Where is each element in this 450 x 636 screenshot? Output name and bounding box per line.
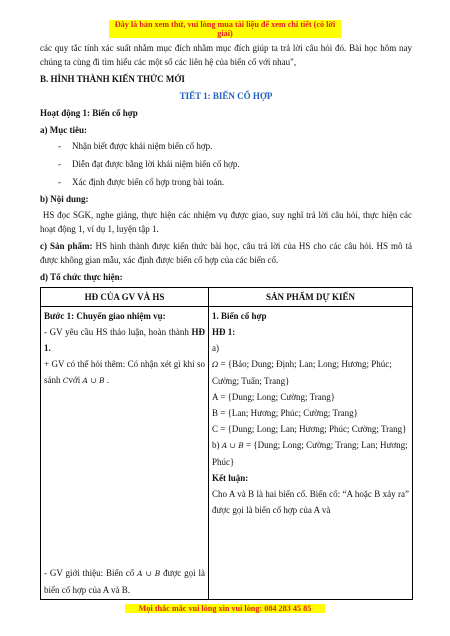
intro-paragraph: các quy tắc tính xác suất nhằm mục đích nhằm mục đích giúp ta trả lời câu hỏi đó. Bài học hôm nay chúng ta cùng đi tìm hiểu các một số các liên hệ của biến cố với nhau", [40,43,412,67]
activity-title: Hoạt động 1: Biến cố hợp [40,108,138,118]
task-ref: HĐ 1. [44,327,206,353]
conclusion-label: Kết luận: [212,473,249,483]
set-b: B = {Lan; Hương; Phúc; Cường; Trang} [212,408,358,418]
introduction-text [44,565,205,598]
math-union: A ∪ B [221,441,244,450]
content-text [40,208,412,236]
math-c: C [62,376,69,385]
set-a: A = {Dung; Long; Cường; Trang} [212,392,336,402]
introduction-text-c: được gọi là biến cố hợp của A và B. [44,568,205,595]
list-item: - Diễn đạt được bằng lời khái niệm biến cố hợp. [40,157,412,171]
set-c: C = {Dung; Long; Lan; Hương; Phúc; Cường; Trang} [212,424,407,434]
list-item: - Nhận biết được khái niệm biến cố hợp. [40,139,412,153]
product-text: HS hình thành được kiến thức bài học, câu trả lời của HS cho các câu hỏi. HS mô tả được không gian mẫu, xác định được biến cố hợp của các biến cố. [40,241,413,265]
objective-list [40,139,412,189]
objective-label: a) Mục tiêu: [40,125,87,135]
extra-question [44,356,205,389]
math-union: A ∪ B [137,569,161,578]
list-item: - Xác định được biến cố hợp trong bài toán. [40,175,412,189]
table-header-activity: HĐ CỦA GV VÀ HS [41,288,209,307]
part-b [212,437,409,470]
math-union: A ∪ B [82,376,105,385]
task-text [44,324,205,356]
part-a: a) [212,343,219,353]
preview-banner: Đây là bản xem thử, vui lòng mua tài liệu để xem chi tiết (có lời giải) [109,20,341,38]
omega-symbol: Ω [212,360,219,369]
step-label: Bước 1: Chuyển giao nhiệm vụ: [44,311,166,321]
introduction-text-a: - GV giới thiệu: Biến cố [44,568,135,578]
lesson-table [40,287,413,600]
activity-ref: HĐ 1: [212,327,236,337]
document-body [40,41,412,600]
union-set: = {Dung; Long; Cường; Trang; Lan; Hương; Phúc} [212,440,408,467]
extra-question-end: . [106,375,109,385]
extra-question-with: với [68,375,81,385]
contact-banner: Mọi thắc mắc vui lòng xin vui lòng: 084 283 45 85 [125,604,325,613]
sample-space [212,356,409,389]
lesson-title: TIẾT 1: BIẾN CỐ HỢP [179,91,273,101]
section-heading: B. HÌNH THÀNH KIẾN THỨC MỚI [40,74,185,84]
sample-space-set: = {Bảo; Dung; Định; Lan; Long; Hương; Phúc; Cường; Tuấn; Trang} [212,359,392,386]
product-paragraph [40,239,412,267]
product-heading: 1. Biến cố hợp [212,311,267,321]
part-b-label: b) [212,440,220,450]
product-label: c) Sản phẩm: [40,241,93,251]
organization-label: d) Tổ chức thực hiện: [40,272,123,282]
extra-question-text: + GV có thể hỏi thêm: Có nhận xét gì khi so sánh [44,359,205,385]
content-text-body: HS đọc SGK, nghe giảng, thực hiện các nhiệm vụ được giao, suy nghĩ trả lời câu hỏi, thực hiện các hoạt động 1, ví dụ 1, luyện tập 1. [40,210,413,234]
content-label: b) Nội dung: [40,194,89,204]
table-header-product: SẢN PHẨM DỰ KIẾN [209,288,413,307]
teacher-student-cell [41,307,209,600]
task-text-body: - GV yêu cầu HS thảo luận, hoàn thành [44,327,189,337]
conclusion-text: Cho A và B là hai biến cố. Biến cố: “A hoặc B xảy ra” được gọi là biến cố hợp của A và [212,489,409,515]
expected-product-cell [209,307,413,600]
